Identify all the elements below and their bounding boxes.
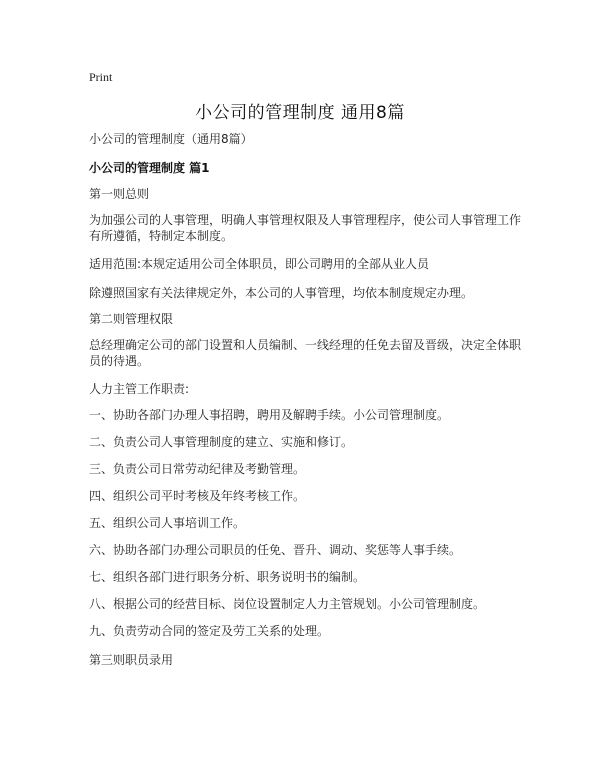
list-item: 二、负责公司人事管理制度的建立、实施和修订。 (89, 435, 354, 449)
list-item: 四、组织公司平时考核及年终考核工作。 (89, 489, 306, 503)
print-label: Print (89, 70, 113, 84)
document-subtitle: 小公司的管理制度（通用8篇） (89, 132, 253, 146)
paragraph: 总经理确定公司的部门设置和人员编制、一线经理的任免去留及晋级，决定全体职员的待遇。 (89, 338, 522, 368)
duties-heading: 人力主管工作职责: (89, 382, 190, 396)
chapter-heading-3: 第三则职员录用 (89, 653, 174, 667)
chapter-heading-2: 第二则管理权限 (89, 312, 174, 326)
section-heading: 小公司的管理制度 篇1 (89, 161, 210, 175)
list-item: 七、组织各部门进行职务分析、职务说明书的编制。 (89, 570, 366, 584)
list-item: 三、负责公司日常劳动纪律及考勤管理。 (89, 462, 306, 476)
list-item: 六、协助各部门办理公司职员的任免、晋升、调动、奖惩等人事手续。 (89, 543, 462, 557)
chapter-heading-1: 第一则总则 (89, 187, 150, 201)
paragraph: 适用范围:本规定适用公司全体职员，即公司聘用的全部从业人员 (89, 257, 430, 271)
paragraph: 除遵照国家有关法律规定外，本公司的人事管理，均依本制度规定办理。 (89, 286, 474, 300)
list-item: 八、根据公司的经营目标、岗位设置制定人力主管规划。小公司管理制度。 (89, 597, 486, 611)
list-item: 一、协助各部门办理人事招聘，聘用及解聘手续。小公司管理制度。 (89, 408, 450, 422)
paragraph: 为加强公司的人事管理，明确人事管理权限及人事管理程序，使公司人事管理工作有所遵循，特制定本制度。 (89, 213, 522, 243)
list-item: 九、负责劳动合同的签定及劳工关系的处理。 (89, 624, 330, 638)
page-title: 小公司的管理制度 通用8篇 (195, 103, 405, 123)
list-item: 五、组织公司人事培训工作。 (89, 516, 246, 530)
